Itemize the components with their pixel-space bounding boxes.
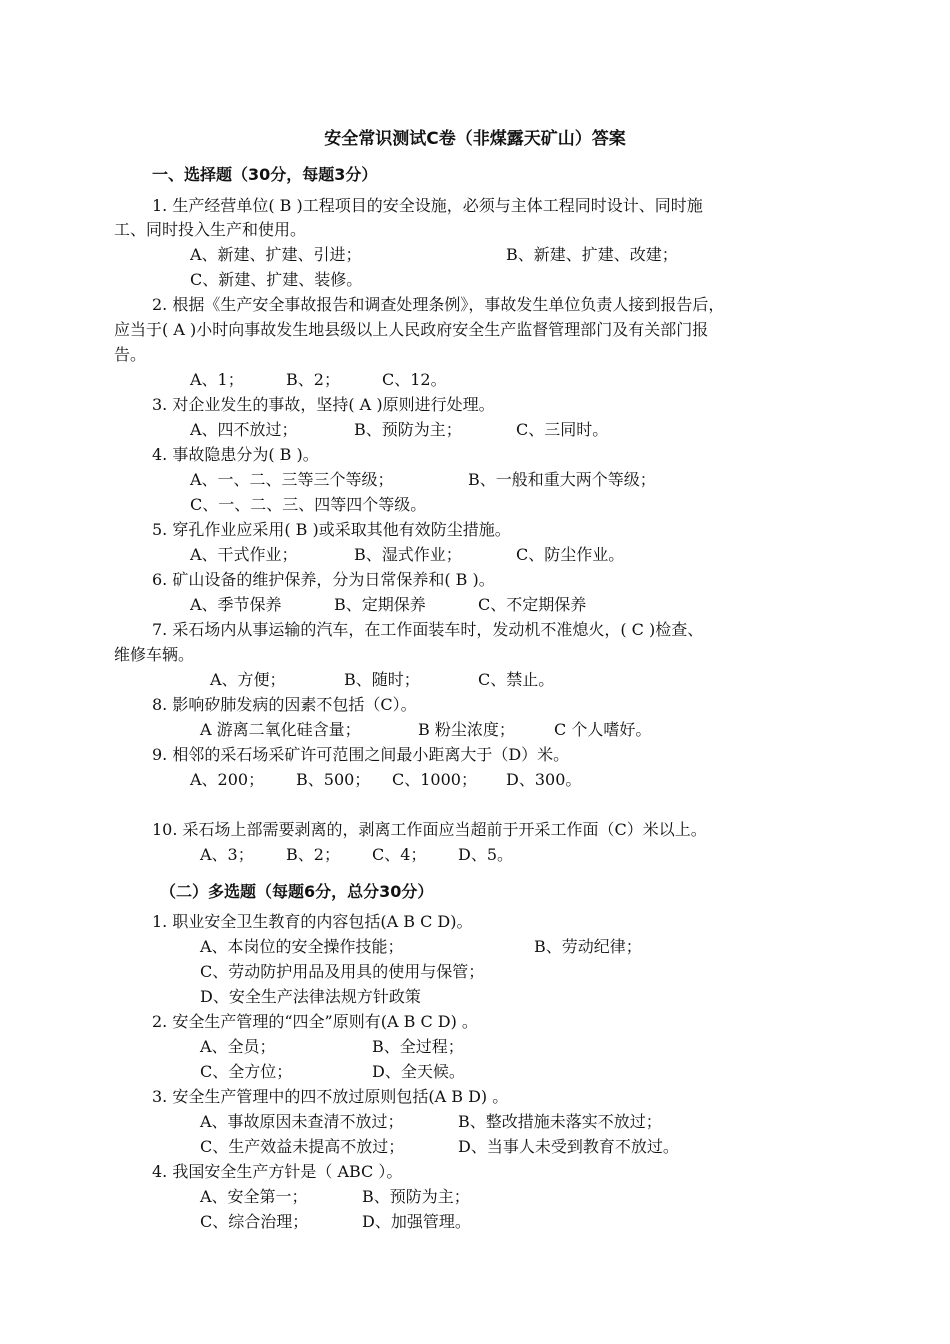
question-9-option-c: C、1000； xyxy=(392,770,477,789)
question-1-option-b: B、新建、扩建、改建； xyxy=(506,245,678,264)
page-title: 安全常识测试C卷（非煤露天矿山）答案 xyxy=(324,129,626,149)
question-1-option-a: A、新建、扩建、引进； xyxy=(190,245,362,264)
question-7-option-c: C、禁止。 xyxy=(478,670,555,689)
question-9-option-a: A、200； xyxy=(190,770,265,789)
multi-question-2-option-a: A、全员； xyxy=(200,1037,276,1056)
question-8-line1: 8. 影响矽肺发病的因素不包括（C）。 xyxy=(152,695,417,714)
multi-question-2-option-d: D、全天候。 xyxy=(372,1062,465,1081)
question-4-option-a: A、一、二、三等三个等级； xyxy=(190,470,394,489)
question-10-line1: 10. 采石场上部需要剥离的，剥离工作面应当超前于开采工作面（C）米以上。 xyxy=(152,820,707,839)
question-6-option-c: C、不定期保养 xyxy=(478,595,587,614)
question-5-line1: 5. 穿孔作业应采用( B )或采取其他有效防尘措施。 xyxy=(152,520,511,539)
question-3-option-b: B、预防为主； xyxy=(354,420,462,439)
multi-question-1-option-d: D、安全生产法律法规方针政策 xyxy=(200,987,421,1006)
question-8-option-c: C 个人嗜好。 xyxy=(554,720,652,739)
question-3-option-c: C、三同时。 xyxy=(516,420,609,439)
multi-question-4-option-c: C、综合治理； xyxy=(200,1212,309,1231)
section-heading-single-choice: 一、选择题（30分，每题3分） xyxy=(152,165,378,184)
question-10-option-c: C、4； xyxy=(372,845,427,864)
section-heading-multiple-choice: （二）多选题（每题6分，总分30分） xyxy=(160,882,434,901)
question-2-option-a: A、1； xyxy=(190,370,244,389)
multi-question-1-line1: 1. 职业安全卫生教育的内容包括(A B C D)。 xyxy=(152,912,473,931)
question-7-line1: 7. 采石场内从事运输的汽车，在工作面装车时，发动机不准熄火，( C )检查、 xyxy=(152,620,704,639)
question-3-option-a: A、四不放过； xyxy=(190,420,298,439)
question-8-option-a: A 游离二氧化硅含量； xyxy=(200,720,361,739)
multi-question-4-option-b: B、预防为主； xyxy=(362,1187,470,1206)
multi-question-3-option-a: A、事故原因未查清不放过； xyxy=(200,1112,404,1131)
question-4-option-b: B、一般和重大两个等级； xyxy=(468,470,656,489)
multi-question-1-option-b: B、劳动纪律； xyxy=(534,937,642,956)
multi-question-1-option-a: A、本岗位的安全操作技能； xyxy=(200,937,404,956)
question-7-line2: 维修车辆。 xyxy=(114,645,195,664)
multi-question-3-option-c: C、生产效益未提高不放过； xyxy=(200,1137,405,1156)
question-9-option-b: B、500； xyxy=(296,770,371,789)
question-10-option-b: B、2； xyxy=(286,845,340,864)
question-10-option-a: A、3； xyxy=(200,845,254,864)
question-9-line1: 9. 相邻的采石场采矿许可范围之间最小距离大于（D）米。 xyxy=(152,745,570,764)
question-2-line1: 2. 根据《生产安全事故报告和调查处理条例》，事故发生单位负责人接到报告后， xyxy=(152,295,725,314)
multi-question-2-line1: 2. 安全生产管理的“四全”原则有(A B C D) 。 xyxy=(152,1012,478,1031)
question-6-line1: 6. 矿山设备的维护保养，分为日常保养和( B )。 xyxy=(152,570,495,589)
question-9-option-d: D、300。 xyxy=(506,770,582,789)
multi-question-4-option-d: D、加强管理。 xyxy=(362,1212,471,1231)
question-8-option-b: B 粉尘浓度； xyxy=(418,720,515,739)
question-5-option-a: A、干式作业； xyxy=(190,545,298,564)
multi-question-3-line1: 3. 安全生产管理中的四不放过原则包括(A B D) 。 xyxy=(152,1087,509,1106)
multi-question-3-option-b: B、整改措施未落实不放过； xyxy=(458,1112,662,1131)
question-1-option-c: C、新建、扩建、装修。 xyxy=(190,270,363,289)
question-6-option-a: A、季节保养 xyxy=(190,595,282,614)
multi-question-2-option-b: B、全过程； xyxy=(372,1037,464,1056)
multi-question-1-option-c: C、劳动防护用品及用具的使用与保管； xyxy=(200,962,485,981)
multi-question-4-line1: 4. 我国安全生产方针是（ ABC ）。 xyxy=(152,1162,403,1181)
question-2-line3: 告。 xyxy=(114,345,147,364)
question-6-option-b: B、定期保养 xyxy=(334,595,426,614)
question-4-line1: 4. 事故隐患分为( B )。 xyxy=(152,445,319,464)
question-1-line2: 工、同时投入生产和使用。 xyxy=(114,220,307,239)
question-5-option-c: C、防尘作业。 xyxy=(516,545,625,564)
multi-question-4-option-a: A、安全第一； xyxy=(200,1187,308,1206)
question-2-option-b: B、2； xyxy=(286,370,340,389)
multi-question-2-option-c: C、全方位； xyxy=(200,1062,293,1081)
question-7-option-a: A、方便； xyxy=(210,670,286,689)
question-1-line1: 1. 生产经营单位( B )工程项目的安全设施，必须与主体工程同时设计、同时施 xyxy=(152,196,703,215)
question-2-line2: 应当于( A )小时向事故发生地县级以上人民政府安全生产监督管理部门及有关部门报 xyxy=(114,320,709,339)
question-3-line1: 3. 对企业发生的事故，坚持( A )原则进行处理。 xyxy=(152,395,495,414)
question-2-option-c: C、12。 xyxy=(382,370,447,389)
question-10-option-d: D、5。 xyxy=(458,845,514,864)
multi-question-3-option-d: D、当事人未受到教育不放过。 xyxy=(458,1137,679,1156)
question-7-option-b: B、随时； xyxy=(344,670,420,689)
question-5-option-b: B、湿式作业； xyxy=(354,545,462,564)
question-4-option-c: C、一、二、三、四等四个等级。 xyxy=(190,495,427,514)
